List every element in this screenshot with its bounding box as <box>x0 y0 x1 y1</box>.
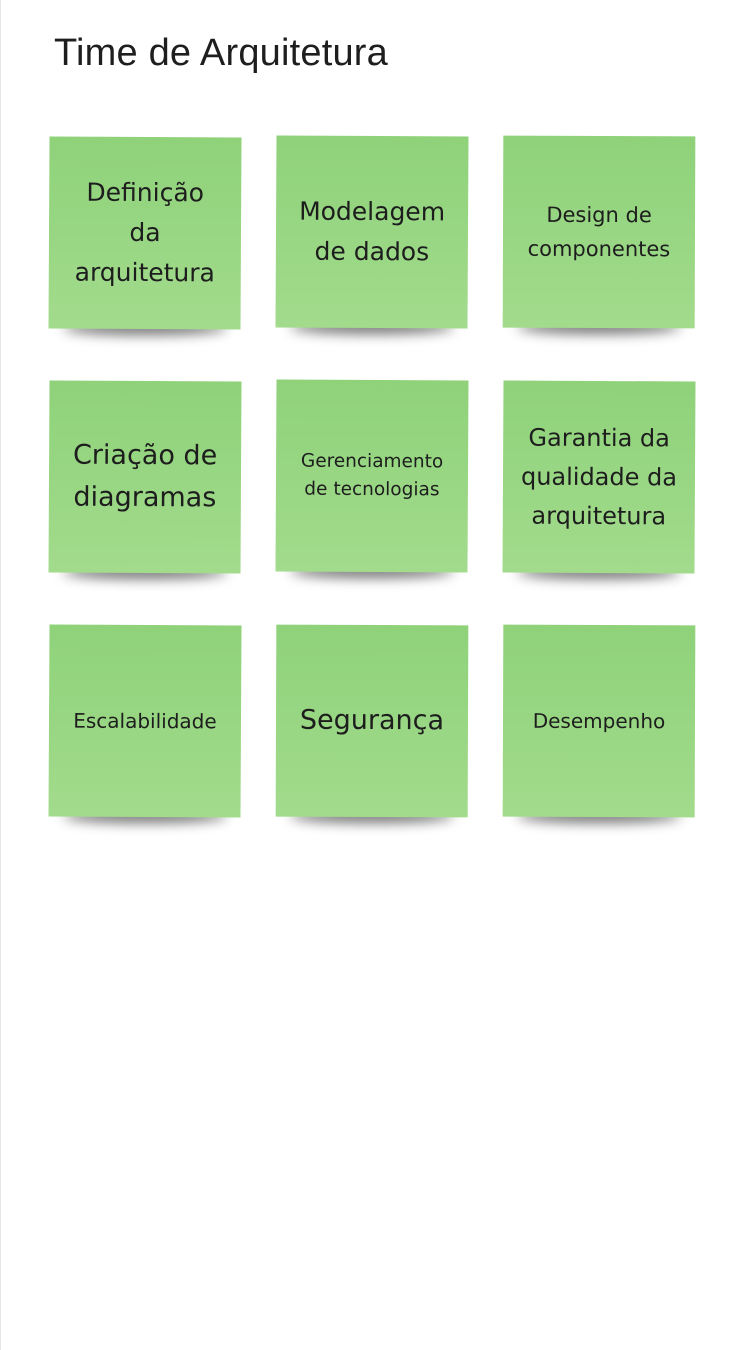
sticky-note-text: Criação de diagramas <box>72 439 218 514</box>
sticky-note-text: Design de componentes <box>527 202 671 262</box>
sticky-note-escalabilidade[interactable] <box>49 625 241 817</box>
sticky-note-garantia[interactable] <box>503 381 695 573</box>
sticky-note-body[interactable] <box>48 136 241 329</box>
sticky-note-text: Escalabilidade <box>73 708 217 734</box>
sticky-note-text: Definição da arquitetura <box>74 177 215 288</box>
sticky-note-body[interactable] <box>503 625 696 818</box>
sticky-note-body[interactable] <box>275 135 468 328</box>
sticky-note-criacao[interactable] <box>49 381 241 573</box>
sticky-note-body[interactable] <box>502 380 695 573</box>
sticky-note-desempenho[interactable] <box>503 625 695 817</box>
sticky-note-text: Modelagem de dados <box>299 196 446 267</box>
sticky-note-modelagem[interactable] <box>276 136 468 328</box>
sticky-note-text: Gerenciamento de tecnologias <box>300 450 444 501</box>
sticky-note-gerenciamento[interactable] <box>276 380 468 572</box>
sticky-note-body[interactable] <box>275 379 468 572</box>
sticky-note-text: Segurança <box>299 704 445 737</box>
sticky-note-body[interactable] <box>48 380 241 573</box>
sticky-note-definicao[interactable] <box>49 137 241 329</box>
sticky-note-text: Garantia da qualidade da arquitetura <box>520 423 678 530</box>
sticky-note-text: Desempenho <box>532 708 666 734</box>
sticky-note-body[interactable] <box>276 625 469 818</box>
canvas-edge <box>0 0 1 1350</box>
sticky-note-seguranca[interactable] <box>276 625 468 817</box>
board-title: Time de Arquitetura <box>54 32 388 74</box>
sticky-note-body[interactable] <box>48 624 241 817</box>
sticky-note-body[interactable] <box>503 136 696 329</box>
sticky-note-design[interactable] <box>503 136 695 328</box>
